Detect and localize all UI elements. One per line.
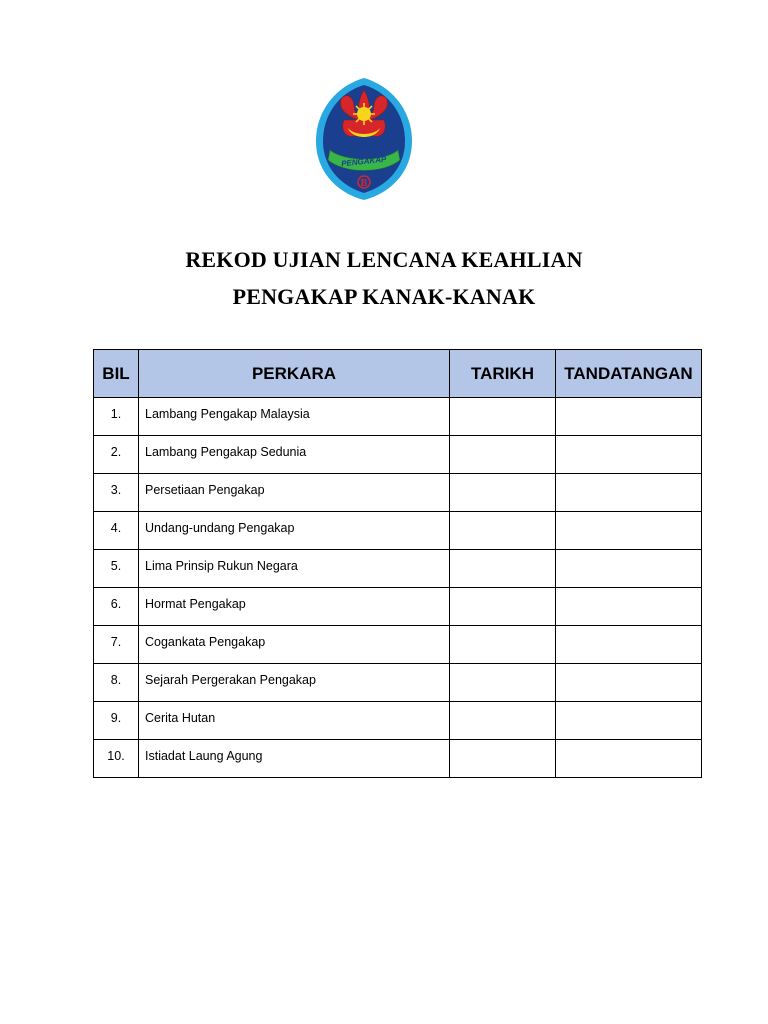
- cell-bil: 7.: [94, 626, 139, 664]
- cell-bil: 8.: [94, 664, 139, 702]
- cell-perkara: Lambang Pengakap Malaysia: [139, 398, 450, 436]
- header-tarikh: TARIKH: [450, 350, 556, 398]
- cell-tandatangan[interactable]: [556, 702, 702, 740]
- cell-tarikh[interactable]: [450, 702, 556, 740]
- cell-bil: 9.: [94, 702, 139, 740]
- cell-perkara: Persetiaan Pengakap: [139, 474, 450, 512]
- cell-tarikh[interactable]: [450, 398, 556, 436]
- cell-tandatangan[interactable]: [556, 474, 702, 512]
- table-row: [94, 398, 702, 436]
- table-row: [94, 588, 702, 626]
- cell-perkara: Sejarah Pergerakan Pengakap: [139, 664, 450, 702]
- cell-perkara: Cogankata Pengakap: [139, 626, 450, 664]
- cell-bil: 2.: [94, 436, 139, 474]
- cell-bil: 10.: [94, 740, 139, 778]
- table-row: [94, 436, 702, 474]
- cell-tandatangan[interactable]: [556, 436, 702, 474]
- cell-tandatangan[interactable]: [556, 512, 702, 550]
- table-header-row: [94, 350, 702, 398]
- pengakap-logo: [314, 76, 414, 202]
- cell-bil: 1.: [94, 398, 139, 436]
- cell-tarikh[interactable]: [450, 664, 556, 702]
- cell-tandatangan[interactable]: [556, 398, 702, 436]
- header-perkara: PERKARA: [139, 350, 450, 398]
- cell-tandatangan[interactable]: [556, 626, 702, 664]
- cell-tarikh[interactable]: [450, 512, 556, 550]
- cell-tarikh[interactable]: [450, 588, 556, 626]
- table-row: [94, 512, 702, 550]
- cell-bil: 3.: [94, 474, 139, 512]
- svg-text:PENGAKAP: PENGAKAP: [340, 154, 387, 169]
- cell-tarikh[interactable]: [450, 474, 556, 512]
- cell-tandatangan[interactable]: [556, 550, 702, 588]
- cell-tarikh[interactable]: [450, 626, 556, 664]
- title-line-1: REKOD UJIAN LENCANA KEAHLIAN: [185, 247, 583, 272]
- cell-tandatangan[interactable]: [556, 588, 702, 626]
- table-row: [94, 740, 702, 778]
- table-row: [94, 474, 702, 512]
- cell-perkara: Lima Prinsip Rukun Negara: [139, 550, 450, 588]
- title-line-2: PENGAKAP KANAK-KANAK: [232, 284, 536, 309]
- record-table: [93, 349, 702, 778]
- cell-tarikh[interactable]: [450, 436, 556, 474]
- cell-perkara: Undang-undang Pengakap: [139, 512, 450, 550]
- cell-bil: 6.: [94, 588, 139, 626]
- cell-perkara: Istiadat Laung Agung: [139, 740, 450, 778]
- table-row: [94, 664, 702, 702]
- cell-tarikh[interactable]: [450, 550, 556, 588]
- cell-bil: 5.: [94, 550, 139, 588]
- table-row: [94, 626, 702, 664]
- cell-perkara: Hormat Pengakap: [139, 588, 450, 626]
- table-row: [94, 550, 702, 588]
- cell-tarikh[interactable]: [450, 740, 556, 778]
- svg-text:B: B: [360, 178, 368, 189]
- cell-bil: 4.: [94, 512, 139, 550]
- table-row: [94, 702, 702, 740]
- header-tandatangan: TANDATANGAN: [556, 350, 702, 398]
- cell-perkara: Lambang Pengakap Sedunia: [139, 436, 450, 474]
- header-bil: BIL: [94, 350, 139, 398]
- cell-tandatangan[interactable]: [556, 664, 702, 702]
- cell-tandatangan[interactable]: [556, 740, 702, 778]
- cell-perkara: Cerita Hutan: [139, 702, 450, 740]
